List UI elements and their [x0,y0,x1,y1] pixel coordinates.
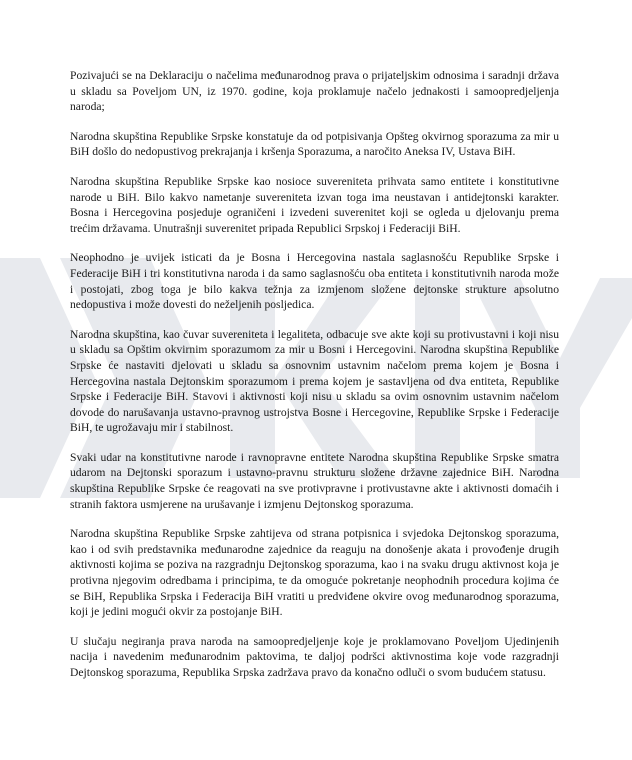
paragraph-2: Narodna skupština Republike Srpske konstatuje da od potpisivanja Opšteg okvirnog sporazuma za mir u BiH došlo do nedopustivog prekrajanja i kršenja Sporazuma, a naročito Aneksa IV, Ustava BiH. [70,129,559,159]
paragraph-5: Narodna skupština, kao čuvar suvereniteta i legaliteta, odbacuje sve akte koji su protivustavni i koji nisu u skladu sa Opštim okvirnim sporazumom za mir u Bosni i Hercegovini. Narodna skupština Republike Srpske će nastaviti djelovati u skladu sa osnovnim ustavnim načelom prema kojem je Bosna i Hercegovina nastala Dejtonskim sporazumom i prema kojem je sastavljena od dva entiteta, Republike Srpske i Federacije BiH. Stavovi i aktivnosti koji nisu u skladu sa ovim osnovnim ustavnim načelom dovode do narušavanja ustavno-pravnog ustrojstva Bosne i Hercegovine, Republike Srpske i Federacije BiH, te ugrožavaju mir i stabilnost. [70,327,559,435]
document-body [70,68,559,695]
paragraph-4: Neophodno je uvijek isticati da je Bosna i Hercegovina nastala saglasnošću Republike Srpske i Federacije BiH i tri konstitutivna naroda i da samo saglasnošću oba entiteta i konstitutivnih naroda može i postojati, zbog toga je bilo kakva težnja za izmjenom složene dejtonske strukture apsolutno nedopustiva i može dovesti do neželjenih posljedica. [70,251,559,312]
paragraph-8: U slučaju negiranja prava naroda na samoopredjeljenje koje je proklamovano Poveljom Ujedinjenih nacija i navedenim međunarodnim paktovima, te daljoj podršci aktivnostima koje vode razgradnji Dejtonskog sporazuma, Republika Srpska zadržava pravo da konačno odluči o svom budućem statusu. [70,634,559,679]
paragraph-3: Narodna skupština Republike Srpske kao nosioce suvereniteta prihvata samo entitete i konstitutivne narode u BiH. Bilo kakvo nametanje suvereniteta izvan toga ima neustavan i antidejtonski karakter. Bosna i Hercegovina posjeduje ograničeni i izvedeni suverenitet koji se ogleda u djelovanju prema trećim državama. Unutrašnji suverenitet pripada Republici Srpskoj i Federaciji BiH. [70,174,559,235]
paragraph-1: Pozivajući se na Deklaraciju o načelima međunarodnog prava o prijateljskim odnosima i saradnji država u skladu sa Poveljom UN, iz 1970. godine, koja proklamuje načelo jednakosti i samoopredjeljenja naroda; [70,69,559,114]
paragraph-7: Narodna skupština Republike Srpske zahtijeva od strana potpisnica i svjedoka Dejtonskog sporazuma, kao i od svih predstavnika međunarodne zajednice da reaguju na donošenje akata i provođenje drugih aktivnosti kojima se poziva na razgradnju Dejtonskog sporazuma, kao i na svaku drugu aktivnost koja je protivna njegovim odredbama i principima, te da omoguće pokretanje neophodnih procedura kojima će se BiH, Republika Srpska i Federacija BiH vratiti u predviđene okvire ovog međunarodnog sporazuma, koji je jedini mogući okvir za postojanje BiH. [70,527,559,619]
paragraph-6: Svaki udar na konstitutivne narode i ravnopravne entitete Narodna skupština Republike Srpske smatra udarom na Dejtonski sporazum i ustavno-pravnu strukturu složene državne zajednice BiH. Narodna skupština Republike Srpske će reagovati na sve protivpravne i protivustavne akte i aktivnosti domaćih i stranih faktora usmjerene na urušavanje i izmjenu Dejtonskog sporazuma. [70,450,559,511]
